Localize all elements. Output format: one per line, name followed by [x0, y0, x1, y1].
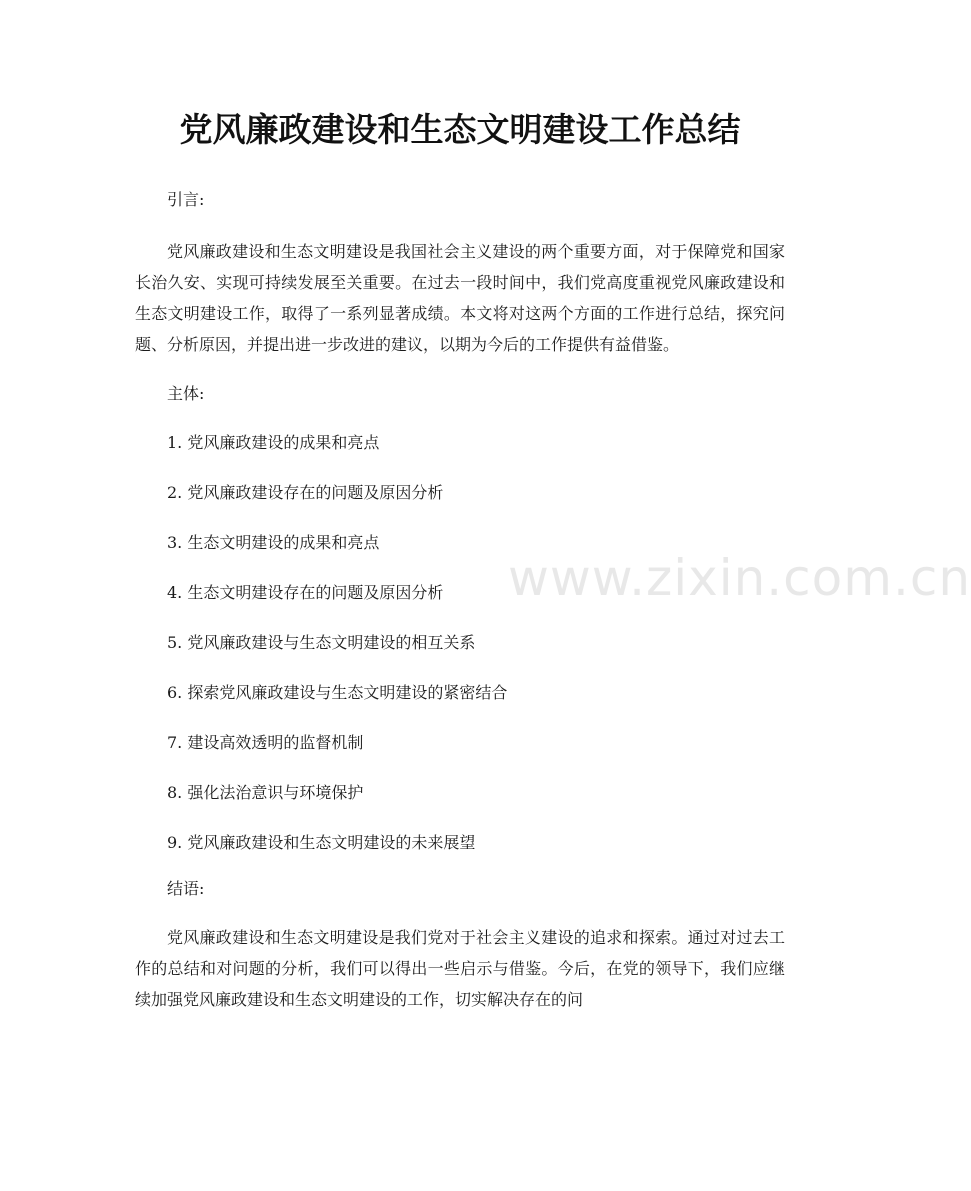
document-title: 党风廉政建设和生态文明建设工作总结	[179, 110, 741, 149]
list-item: 8. 强化法治意识与环境保护	[167, 783, 364, 802]
outline-list	[135, 431, 785, 855]
watermark: www.zixin.com.cn	[508, 549, 971, 607]
body-label: 主体:	[167, 384, 205, 403]
list-item: 4. 生态文明建设存在的问题及原因分析	[167, 583, 444, 602]
list-item: 6. 探索党风廉政建设与生态文明建设的紧密结合	[167, 683, 508, 702]
list-item: 7. 建设高效透明的监督机制	[167, 733, 364, 752]
conclusion-paragraph: 党风廉政建设和生态文明建设是我们党对于社会主义建设的追求和探索。通过对过去工作的总结和对问题的分析，我们可以得出一些启示与借鉴。今后，在党的领导下，我们应继续加强党风廉政建设和生态文明建设的工作，切实解决存在的问	[135, 928, 785, 1009]
list-item: 1. 党风廉政建设的成果和亮点	[167, 433, 380, 452]
list-item: 9. 党风廉政建设和生态文明建设的未来展望	[167, 833, 476, 852]
conclusion-label: 结语:	[167, 879, 205, 898]
intro-paragraph: 党风廉政建设和生态文明建设是我国社会主义建设的两个重要方面，对于保障党和国家长治久安、实现可持续发展至关重要。在过去一段时间中，我们党高度重视党风廉政建设和生态文明建设工作，取得了一系列显著成绩。本文将对这两个方面的工作进行总结，探究问题、分析原因，并提出进一步改进的建议，以期为今后的工作提供有益借鉴。	[135, 242, 785, 354]
list-item: 5. 党风廉政建设与生态文明建设的相互关系	[167, 633, 476, 652]
list-item: 2. 党风廉政建设存在的问题及原因分析	[167, 483, 444, 502]
list-item: 3. 生态文明建设的成果和亮点	[167, 533, 380, 552]
intro-label: 引言:	[167, 190, 205, 209]
